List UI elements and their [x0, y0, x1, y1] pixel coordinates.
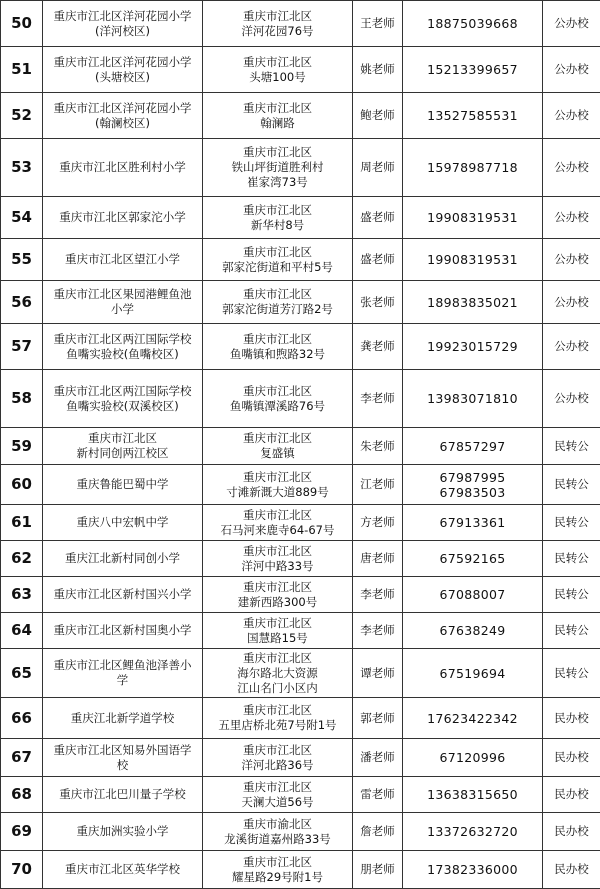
- school-name: 重庆市江北区 新村同创两江校区: [43, 428, 203, 465]
- row-number: 50: [1, 1, 43, 47]
- school-type: 民办校: [543, 739, 600, 777]
- table-row: [1, 139, 600, 197]
- school-address: 重庆市江北区 五里店桥北苑7号附1号: [203, 698, 353, 739]
- school-type: 公办校: [543, 47, 600, 93]
- school-name: 重庆市江北区新村国兴小学: [43, 577, 203, 613]
- school-address: 重庆市江北区 翰澜路: [203, 93, 353, 139]
- school-name: 重庆鲁能巴蜀中学: [43, 465, 203, 505]
- row-number: 67: [1, 739, 43, 777]
- contact-teacher: 朱老师: [353, 428, 403, 465]
- contact-phone: 15213399657: [403, 47, 543, 93]
- contact-phone: 18875039668: [403, 1, 543, 47]
- school-name: 重庆江北新学道学校: [43, 698, 203, 739]
- school-type: 公办校: [543, 281, 600, 324]
- school-address: 重庆市江北区 国慧路15号: [203, 613, 353, 649]
- school-type: 公办校: [543, 370, 600, 428]
- school-address: 重庆市江北区 寸滩新溉大道889号: [203, 465, 353, 505]
- contact-phone: 13372632720: [403, 813, 543, 851]
- row-number: 62: [1, 541, 43, 577]
- row-number: 58: [1, 370, 43, 428]
- school-type: 民转公: [543, 577, 600, 613]
- contact-teacher: 朋老师: [353, 851, 403, 889]
- school-address: 重庆市渝北区 龙溪街道嘉州路33号: [203, 813, 353, 851]
- school-address: 重庆市江北区 郭家沱街道芳汀路2号: [203, 281, 353, 324]
- school-address: 重庆市江北区 海尔路北大资源 江山名门小区内: [203, 649, 353, 698]
- school-name: 重庆八中宏帆中学: [43, 505, 203, 541]
- contact-teacher: 方老师: [353, 505, 403, 541]
- school-address: 重庆市江北区 石马河来鹿寺64-67号: [203, 505, 353, 541]
- school-address: 重庆市江北区 鱼嘴镇潭溪路76号: [203, 370, 353, 428]
- contact-phone: 19908319531: [403, 239, 543, 281]
- contact-teacher: 姚老师: [353, 47, 403, 93]
- school-name: 重庆市江北区郭家沱小学: [43, 197, 203, 239]
- school-address: 重庆市江北区 新华村8号: [203, 197, 353, 239]
- school-type: 民办校: [543, 698, 600, 739]
- school-address: 重庆市江北区 头塘100号: [203, 47, 353, 93]
- contact-teacher: 李老师: [353, 613, 403, 649]
- contact-phone: 17382336000: [403, 851, 543, 889]
- school-address: 重庆市江北区 建新西路300号: [203, 577, 353, 613]
- school-address: 重庆市江北区 耀星路29号附1号: [203, 851, 353, 889]
- row-number: 60: [1, 465, 43, 505]
- row-number: 70: [1, 851, 43, 889]
- table-row: [1, 649, 600, 698]
- school-name: 重庆市江北区知易外国语学 校: [43, 739, 203, 777]
- contact-phone: 67120996: [403, 739, 543, 777]
- contact-phone: 67987995 67983503: [403, 465, 543, 505]
- school-address: 重庆市江北区 复盛镇: [203, 428, 353, 465]
- contact-teacher: 江老师: [353, 465, 403, 505]
- school-name: 重庆江北新村同创小学: [43, 541, 203, 577]
- row-number: 55: [1, 239, 43, 281]
- school-name: 重庆市江北区望江小学: [43, 239, 203, 281]
- school-type: 民转公: [543, 613, 600, 649]
- contact-teacher: 李老师: [353, 370, 403, 428]
- table-row: [1, 281, 600, 324]
- contact-phone: 15978987718: [403, 139, 543, 197]
- school-name: 重庆市江北区洋河花园小学 (洋河校区): [43, 1, 203, 47]
- school-address: 重庆市江北区 鱼嘴镇和煦路32号: [203, 324, 353, 370]
- table-row: [1, 47, 600, 93]
- school-type: 公办校: [543, 139, 600, 197]
- row-number: 56: [1, 281, 43, 324]
- contact-phone: 19923015729: [403, 324, 543, 370]
- contact-phone: 13638315650: [403, 777, 543, 813]
- table-row: [1, 197, 600, 239]
- school-type: 公办校: [543, 239, 600, 281]
- table-row: [1, 239, 600, 281]
- contact-phone: 67913361: [403, 505, 543, 541]
- table-body: [1, 1, 600, 889]
- table-row: [1, 613, 600, 649]
- contact-phone: 67519694: [403, 649, 543, 698]
- school-name: 重庆市江北区果园港鲤鱼池 小学: [43, 281, 203, 324]
- contact-phone: 67638249: [403, 613, 543, 649]
- table-row: [1, 541, 600, 577]
- school-name: 重庆市江北巴川量子学校: [43, 777, 203, 813]
- row-number: 54: [1, 197, 43, 239]
- contact-phone: 13527585531: [403, 93, 543, 139]
- school-name: 重庆市江北区洋河花园小学 (头塘校区): [43, 47, 203, 93]
- school-address: 重庆市江北区 洋河北路36号: [203, 739, 353, 777]
- school-type: 民转公: [543, 505, 600, 541]
- contact-teacher: 龚老师: [353, 324, 403, 370]
- row-number: 59: [1, 428, 43, 465]
- school-type: 民转公: [543, 428, 600, 465]
- row-number: 51: [1, 47, 43, 93]
- table-row: [1, 813, 600, 851]
- school-address: 重庆市江北区 洋河中路33号: [203, 541, 353, 577]
- contact-teacher: 盛老师: [353, 239, 403, 281]
- row-number: 52: [1, 93, 43, 139]
- school-name: 重庆市江北区两江国际学校 鱼嘴实验校(双溪校区): [43, 370, 203, 428]
- contact-teacher: 雷老师: [353, 777, 403, 813]
- table-row: [1, 428, 600, 465]
- row-number: 53: [1, 139, 43, 197]
- table-row: [1, 698, 600, 739]
- school-type: 民转公: [543, 541, 600, 577]
- table-row: [1, 465, 600, 505]
- contact-phone: 17623422342: [403, 698, 543, 739]
- contact-teacher: 李老师: [353, 577, 403, 613]
- school-name: 重庆市江北区洋河花园小学 (翰澜校区): [43, 93, 203, 139]
- contact-teacher: 盛老师: [353, 197, 403, 239]
- table-row: [1, 370, 600, 428]
- row-number: 68: [1, 777, 43, 813]
- contact-teacher: 谭老师: [353, 649, 403, 698]
- school-type: 民办校: [543, 777, 600, 813]
- contact-teacher: 郭老师: [353, 698, 403, 739]
- school-address: 重庆市江北区 洋河花园76号: [203, 1, 353, 47]
- contact-teacher: 詹老师: [353, 813, 403, 851]
- contact-teacher: 鲍老师: [353, 93, 403, 139]
- table-row: [1, 324, 600, 370]
- school-name: 重庆市江北区两江国际学校 鱼嘴实验校(鱼嘴校区): [43, 324, 203, 370]
- school-type: 民办校: [543, 851, 600, 889]
- school-name: 重庆市江北区新村国奥小学: [43, 613, 203, 649]
- school-address: 重庆市江北区 铁山坪街道胜利村 崔家湾73号: [203, 139, 353, 197]
- table-row: [1, 577, 600, 613]
- row-number: 64: [1, 613, 43, 649]
- table-row: [1, 851, 600, 889]
- contact-teacher: 张老师: [353, 281, 403, 324]
- school-name: 重庆加洲实验小学: [43, 813, 203, 851]
- row-number: 63: [1, 577, 43, 613]
- row-number: 65: [1, 649, 43, 698]
- school-type: 公办校: [543, 93, 600, 139]
- contact-phone: 13983071810: [403, 370, 543, 428]
- contact-phone: 18983835021: [403, 281, 543, 324]
- school-type: 公办校: [543, 197, 600, 239]
- table-row: [1, 777, 600, 813]
- school-name: 重庆市江北区胜利村小学: [43, 139, 203, 197]
- school-type: 民办校: [543, 813, 600, 851]
- table-row: [1, 739, 600, 777]
- school-type: 民转公: [543, 465, 600, 505]
- contact-phone: 67857297: [403, 428, 543, 465]
- contact-teacher: 潘老师: [353, 739, 403, 777]
- contact-teacher: 王老师: [353, 1, 403, 47]
- school-type: 公办校: [543, 324, 600, 370]
- contact-phone: 19908319531: [403, 197, 543, 239]
- table-row: [1, 505, 600, 541]
- row-number: 69: [1, 813, 43, 851]
- row-number: 66: [1, 698, 43, 739]
- contact-phone: 67088007: [403, 577, 543, 613]
- school-name: 重庆市江北区英华学校: [43, 851, 203, 889]
- row-number: 57: [1, 324, 43, 370]
- school-type: 公办校: [543, 1, 600, 47]
- school-address: 重庆市江北区 天澜大道56号: [203, 777, 353, 813]
- school-address: 重庆市江北区 郭家沱街道和平村5号: [203, 239, 353, 281]
- contact-phone: 67592165: [403, 541, 543, 577]
- table-row: [1, 93, 600, 139]
- table-row: [1, 1, 600, 47]
- contact-teacher: 周老师: [353, 139, 403, 197]
- row-number: 61: [1, 505, 43, 541]
- school-name: 重庆市江北区鲤鱼池泽善小 学: [43, 649, 203, 698]
- contact-teacher: 唐老师: [353, 541, 403, 577]
- school-type: 民转公: [543, 649, 600, 698]
